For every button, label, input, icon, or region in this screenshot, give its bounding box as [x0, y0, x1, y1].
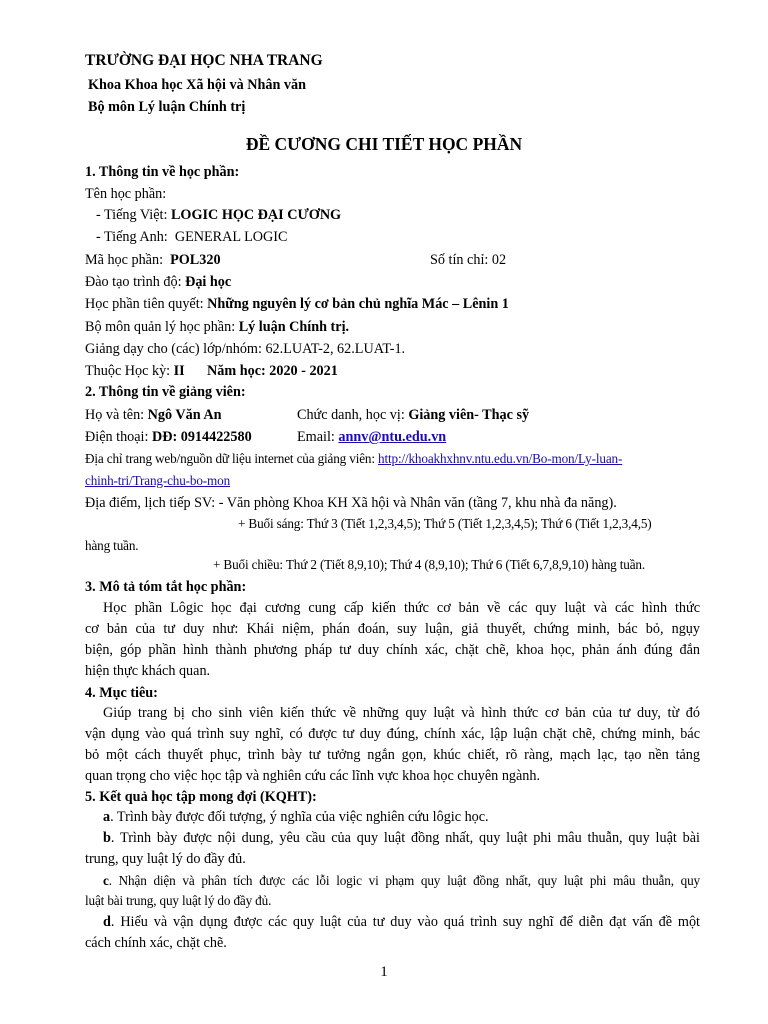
- summary-line: Học phần Lôgic học đại cương cung cấp kiến thức cơ bản về các quy luật và các hình thức: [103, 600, 700, 616]
- web-label: Địa chỉ trang web/nguồn dữ liệu internet của giảng viên:: [85, 451, 379, 466]
- website-line: [85, 450, 700, 468]
- summary-line: cơ bản của tư duy như: Khái niệm, phán đoán, suy luận, giả thuyết, chứng minh, bác bỏ, ngụy: [85, 621, 700, 637]
- code-value: POL320: [170, 252, 221, 268]
- document-title: ĐỀ CƯƠNG CHI TIẾT HỌC PHẦN: [245, 134, 523, 154]
- outcome-c-continued: luật bài trung, quy luật lý do đầy đủ.: [85, 893, 272, 908]
- section-1-heading: 1. Thông tin về học phần:: [85, 164, 240, 180]
- outcome-b-text: . Trình bày được nội dung, yêu cầu của quy luật đồng nhất, quy luật phi mâu thuẫn, quy luật bài: [110, 830, 700, 846]
- classes: Giảng dạy cho (các) lớp/nhóm: 62.LUAT-2, 62.LUAT-1.: [85, 341, 406, 357]
- phone-value: DĐ: 0914422580: [151, 429, 252, 445]
- title-label: Chức danh, học vị:: [297, 407, 409, 423]
- page-number: 1: [380, 964, 388, 980]
- outcome-a: [103, 808, 718, 826]
- name-value: Ngô Văn An: [147, 407, 222, 423]
- objective-line: Giúp trang bị cho sinh viên kiến thức về những quy luật và hình thức cơ bản của tư duy, từ đó: [103, 705, 700, 721]
- afternoon-schedule: + Buổi chiều: Thứ 2 (Tiết 8,9,10); Thứ 4 (8,9,10); Thứ 6 (Tiết 6,7,8,9,10) hàng tuần.: [213, 557, 646, 572]
- term-value: II: [173, 363, 185, 379]
- outcome-c: [103, 872, 700, 890]
- outcome-d-text: . Hiểu và vận dụng được các quy luật của tư duy vào quá trình suy nghĩ để diễn đạt vấn đề một: [110, 914, 700, 930]
- code-label: Mã học phần:: [85, 252, 164, 268]
- objective-line: quan trọng cho việc học tập và nghiên cứu các lĩnh vực khoa học chuyên ngành.: [85, 768, 541, 784]
- course-code-row: [85, 251, 700, 269]
- university-name: TRƯỜNG ĐẠI HỌC NHA TRANG: [85, 52, 323, 69]
- email-label: Email:: [297, 429, 339, 445]
- objective-line: vận dụng vào quá trình suy nghĩ, có được tư duy đúng, chính xác, lập luận chặt chẽ, chứng minh, bác: [85, 726, 700, 742]
- outcome-d: [103, 913, 700, 931]
- website-line-2: [85, 472, 700, 490]
- academic-year: Năm học: 2020 - 2021: [207, 363, 338, 379]
- outcome-a-key: a: [103, 809, 111, 825]
- section-4-heading: 4. Mục tiêu:: [85, 685, 158, 701]
- course-name-label: Tên học phần:: [85, 186, 167, 202]
- vn-value: LOGIC HỌC ĐẠI CƯƠNG: [170, 207, 342, 223]
- summary-line: biện, góp phần hình thành phương pháp tư duy chính xác, chặt chẽ, khoa học, phản ánh đúng đắn: [85, 642, 700, 658]
- level-value: Đại học: [185, 274, 232, 290]
- section-3-heading: 3. Mô tả tóm tắt học phần:: [85, 579, 247, 595]
- contact-row: [85, 428, 700, 446]
- course-name-vietnamese: [96, 206, 711, 224]
- outcome-b-continued: trung, quy luật lý do đầy đủ.: [85, 851, 246, 867]
- outcome-d-key: d: [103, 914, 111, 930]
- prereq-value: Những nguyên lý cơ bản chủ nghĩa Mác – Lênin 1: [207, 296, 509, 312]
- prereq-label: Học phần tiên quyết:: [85, 296, 208, 312]
- managing-value: Lý luận Chính trị.: [238, 319, 350, 335]
- summary-line: hiện thực khách quan.: [85, 663, 211, 679]
- en-value: GENERAL LOGIC: [174, 229, 288, 245]
- email-row: [297, 428, 446, 446]
- en-label: - Tiếng Anh:: [96, 229, 168, 245]
- website-link-continued[interactable]: chinh-tri/Trang-chu-bo-mon: [85, 473, 231, 488]
- lecturer-row: [85, 406, 700, 424]
- phone-label: Điện thoại:: [85, 429, 152, 445]
- department-name: Bộ môn Lý luận Chính trị: [88, 99, 246, 115]
- name-label: Họ và tên:: [85, 407, 148, 423]
- level-label: Đào tạo trình độ:: [85, 274, 186, 290]
- faculty-name: Khoa Khoa học Xã hội và Nhân văn: [88, 77, 306, 93]
- outcome-b-key: b: [103, 830, 111, 846]
- vn-label: - Tiếng Việt:: [96, 207, 171, 223]
- outcome-c-key: c: [103, 873, 109, 888]
- course-name-english: [96, 228, 711, 246]
- outcome-a-text: . Trình bày được đối tượng, ý nghĩa của việc nghiên cứu lôgic học.: [110, 809, 489, 825]
- outcome-c-text: . Nhận diện và phân tích được các lỗi logic vi phạm quy luật đồng nhất, quy luật phi mâu thuẫn, quy: [108, 873, 700, 888]
- title-value: Giảng viên- Thạc sỹ: [408, 407, 530, 423]
- outcome-b: [103, 829, 700, 847]
- section-5-heading: 5. Kết quả học tập mong đợi (KQHT):: [85, 789, 317, 805]
- outcome-d-continued: cách chính xác, chặt chẽ.: [85, 935, 227, 951]
- office-location: Địa điểm, lịch tiếp SV: - Văn phòng Khoa KH Xã hội và Nhân văn (tầng 7, khu nhà đa năng).: [85, 495, 617, 511]
- objective-line: bỏ một cách thuyết phục, trình bày tư tưởng ngắn gọn, khúc chiết, rõ ràng, mạch lạc, tạo nền tảng: [85, 747, 700, 763]
- weekly-note: hàng tuần.: [85, 538, 139, 553]
- credits: Số tín chỉ: 02: [430, 252, 507, 268]
- term-label: Thuộc Học kỳ:: [85, 363, 174, 379]
- managing-department: [85, 318, 700, 336]
- training-level: [85, 273, 700, 291]
- email-link[interactable]: annv@ntu.edu.vn: [338, 429, 447, 445]
- term-row: [85, 362, 700, 380]
- section-2-heading: 2. Thông tin về giảng viên:: [85, 384, 246, 400]
- managing-label: Bộ môn quản lý học phần:: [85, 319, 239, 335]
- prerequisite: [85, 295, 700, 313]
- website-link[interactable]: http://khoakhxhnv.ntu.edu.vn/Bo-mon/Ly-luan-: [378, 451, 623, 466]
- morning-schedule: + Buổi sáng: Thứ 3 (Tiết 1,2,3,4,5); Thứ 5 (Tiết 1,2,3,4,5); Thứ 6 (Tiết 1,2,3,4,5): [238, 516, 652, 531]
- lecturer-title: [297, 406, 529, 424]
